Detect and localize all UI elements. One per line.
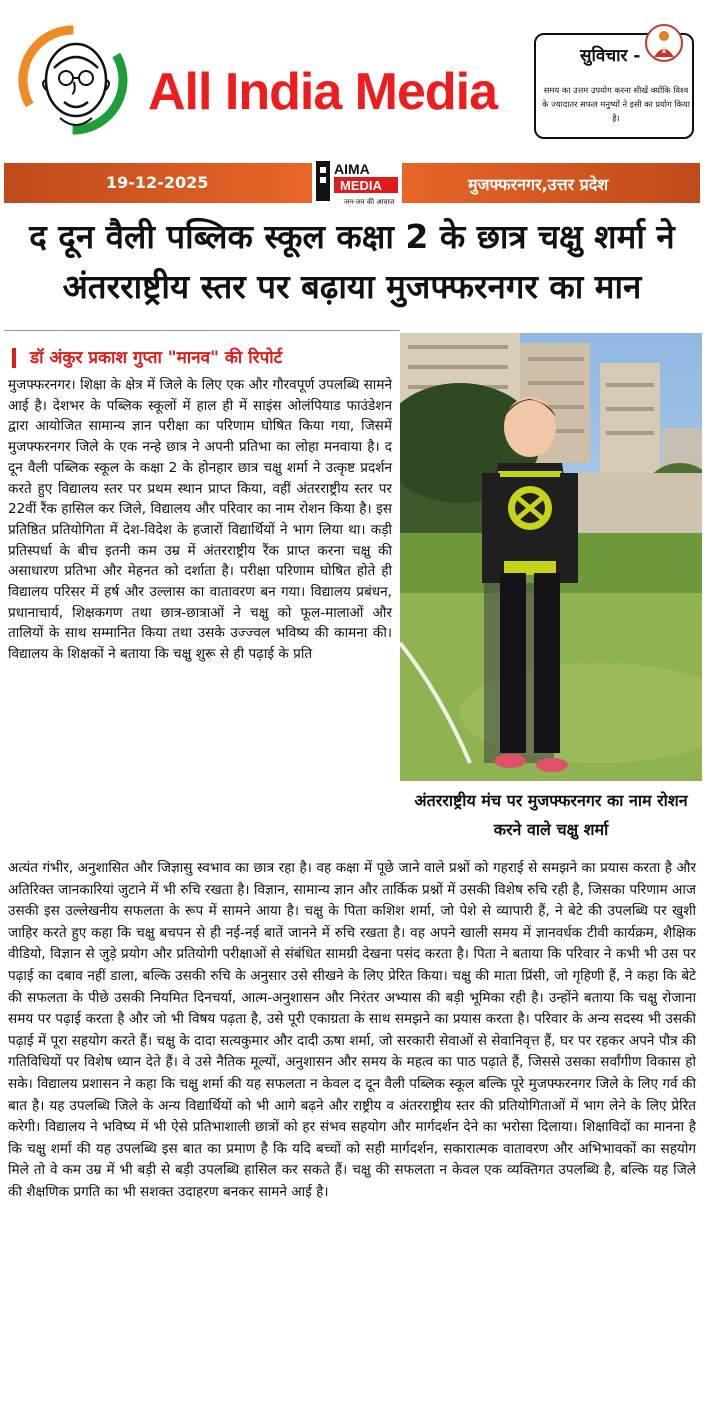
byline-marker: [12, 348, 16, 368]
aima-media-logo: [312, 157, 402, 209]
aima-logo-top: AIMA: [334, 161, 370, 177]
masthead: [0, 0, 704, 160]
photo-caption: अंतरराष्ट्रीय मंच पर मुजफ्फरनगर का नाम रोशन करने वाले चक्षु शर्मा: [414, 791, 688, 839]
thought-of-the-day-box: [534, 33, 694, 139]
byline: [12, 345, 398, 371]
aima-logo-word: MEDIA: [340, 178, 382, 193]
dateline-place: मुजफ्फरनगर,उत्तर प्रदेश: [468, 175, 609, 194]
issue-date: 19-12-2025: [106, 173, 209, 192]
article-body-text: अत्यंत गंभीर, अनुशासित और जिज्ञासु स्वभाव का छात्र रहा है। वह कक्षा में पूछे जाने वाले प्रश्नों को गहराई से समझने का प्रयास करता है और अतिरिक्त जानकारियां जुटाने में भी रुचि रखता है। विज्ञान, सामान्य ज्ञान और तार्किक प्रश्नों में उसकी विशेष रुचि रही है, जिसका परिणाम आज उसकी इस उल्लेखनीय सफलता के रूप में सामने आया है। चक्षु के पिता कशिश शर्मा, जो पेशे से व्यापारी हैं, ने बेटे की उपलब्धि पर खुशी जाहिर करते हुए कहा कि चक्षु बचपन से ही नई-नई बातें जानने में रुचि रखता है। वह अपने खाली समय में ज्ञानवर्धक टीवी कार्यक्रम, शैक्षिक वीडियो, विज्ञान से जुड़े प्रयोग और प्रतियोगी परीक्षाओं से संबंधित सामग्री देखना पसंद करता है। पिता ने बताया कि परिवार ने कभी भी उस पर पढ़ाई का दबाव नहीं डाला, बल्कि उसकी रुचि के अनुसार उसे सीखने के लिए प्रेरित किया। चक्षु की माता प्रिंसी, जो गृहिणी हैं, ने कहा कि बेटे की सफलता के पीछे उसकी नियमित दिनचर्या, आत्म-अनुशासन और निरंतर अभ्यास की बड़ी भूमिका रही है। उन्होंने बताया कि चक्षु रोजाना समय पर पढ़ाई करता है और जो भी विषय पढ़ता है, उसे पूरी एकाग्रता के साथ समझने का प्रयास करता है। परिवार के अन्य सदस्य भी उसकी पढ़ाई में पूरा सहयोग करते हैं। चक्षु के दादा सत्यकुमार और दादी ऊषा शर्मा, जो सरकारी सेवाओं से सेवानिवृत्त हैं, घर पर रहकर अपने पौत्र की गतिविधियों पर विशेष ध्यान देते हैं। वे उसे नैतिक मूल्यों, अनुशासन और समय के महत्व का पाठ पढ़ाते हैं, जिससे उसका सर्वांगीण विकास हो सके। विद्यालय प्रशासन ने कहा कि चक्षु शर्मा की यह सफलता न केवल द दून वैली पब्लिक स्कूल बल्कि पूरे मुजफ्फरनगर जिले के लिए गर्व की बात है। यह उपलब्धि जिले के अन्य विद्यार्थियों को भी आगे बढ़ने और राष्ट्रीय व अंतरराष्ट्रीय स्तर की प्रतियोगिताओं में भाग लेने के लिए प्रेरित करेगी। विद्यालय ने भविष्य में भी ऐसे प्रतिभाशाली छात्रों को हर संभव सहयोग और मार्गदर्शन देने का भरोसा दिलाया। शिक्षाविदों का मानना है कि चक्षु शर्मा की यह उपलब्धि इस बात का प्रमाण है कि यदि बच्चों को सही मार्गदर्शन, सकारात्मक वातावरण और अभिभावकों का सहयोग मिले तो वे कम उम्र में भी बड़ी से बड़ी उपलब्धि हासिल कर सकते हैं। चक्षु की सफलता न केवल एक व्यक्तिगत उपलब्धि है, बल्कि यह जिले की शैक्षणिक प्रगति का भी सशक्त उदाहरण बनकर सामने आई है।: [8, 860, 696, 1200]
date-bar: [4, 161, 700, 206]
article-column-text: मुजफ्फरनगर। शिक्षा के क्षेत्र में जिले के लिए एक और गौरवपूर्ण उपलब्धि सामने आई है। देशभर के पब्लिक स्कूलों में हाल ही में साइंस ओलंपियाड फाउंडेशन द्वारा आयोजित सामान्य ज्ञान परीक्षा का परिणाम घोषित किया गया, जिसमें मुजफ्फरनगर जिले के एक नन्हे छात्र ने अपनी प्रतिभा का लोहा मनवाया है। द दून वैली पब्लिक स्कूल के कक्षा 2 के होनहार छात्र चक्षु शर्मा ने उत्कृष्ट प्रदर्शन करते हुए विद्यालय स्तर पर प्रथम स्थान प्राप्त किया, वहीं अंतरराष्ट्रीय स्तर पर 22वीं रैंक हासिल कर जिले, विद्यालय और परिवार का नाम रोशन किया है। इस प्रतिष्ठित प्रतियोगिता में देश-विदेश के हजारों विद्यार्थियों ने भाग लिया था। कड़ी प्रतिस्पर्धा के बीच इतनी कम उम्र में अंतरराष्ट्रीय रैंक प्राप्त करना चक्षु की असाधारण प्रतिभा और मेहनत को दर्शाता है। परीक्षा परिणाम घोषित होते ही विद्यालय परिसर में हर्ष और उल्लास का वातावरण बन गया। विद्यालय प्रबंधन, प्रधानाचार्य, शिक्षकगण तथा छात्र-छात्राओं ने चक्षु को फूल-मालाओं और तालियों के साथ सम्मानित किया तथा उसके उज्ज्वल भविष्य की कामना की। विद्यालय के शिक्षकों ने बताया कि चक्षु शुरू से ही पढ़ाई के प्रति: [8, 377, 392, 663]
headline-line-2: अंतरराष्ट्रीय स्तर पर बढ़ाया मुजफ्फरनगर का मान: [62, 267, 642, 306]
headline: [0, 212, 704, 312]
headline-line-1: द दून वैली पब्लिक स्कूल कक्षा 2 के छात्र चक्षु शर्मा ने: [29, 217, 675, 256]
quote-title: सुविचार -: [580, 46, 641, 66]
gandhi-portrait-icon: [14, 20, 132, 148]
aima-logo-tagline: जन-जन की आवाज: [344, 198, 395, 206]
byline-text: डॉ अंकुर प्रकाश गुप्ता "मानव" की रिपोर्ट: [30, 348, 283, 368]
brand-title: All India Media: [148, 63, 498, 121]
student-photo: [400, 333, 702, 781]
quote-text: समय का उत्तम उपयोग करना सीखें क्योंकि विश्व के ज्यादातर सफल मनुष्यों ने इसी का प्रयोग किया है।: [542, 85, 690, 123]
namaste-figure-icon: [644, 23, 684, 63]
divider: [4, 330, 400, 331]
